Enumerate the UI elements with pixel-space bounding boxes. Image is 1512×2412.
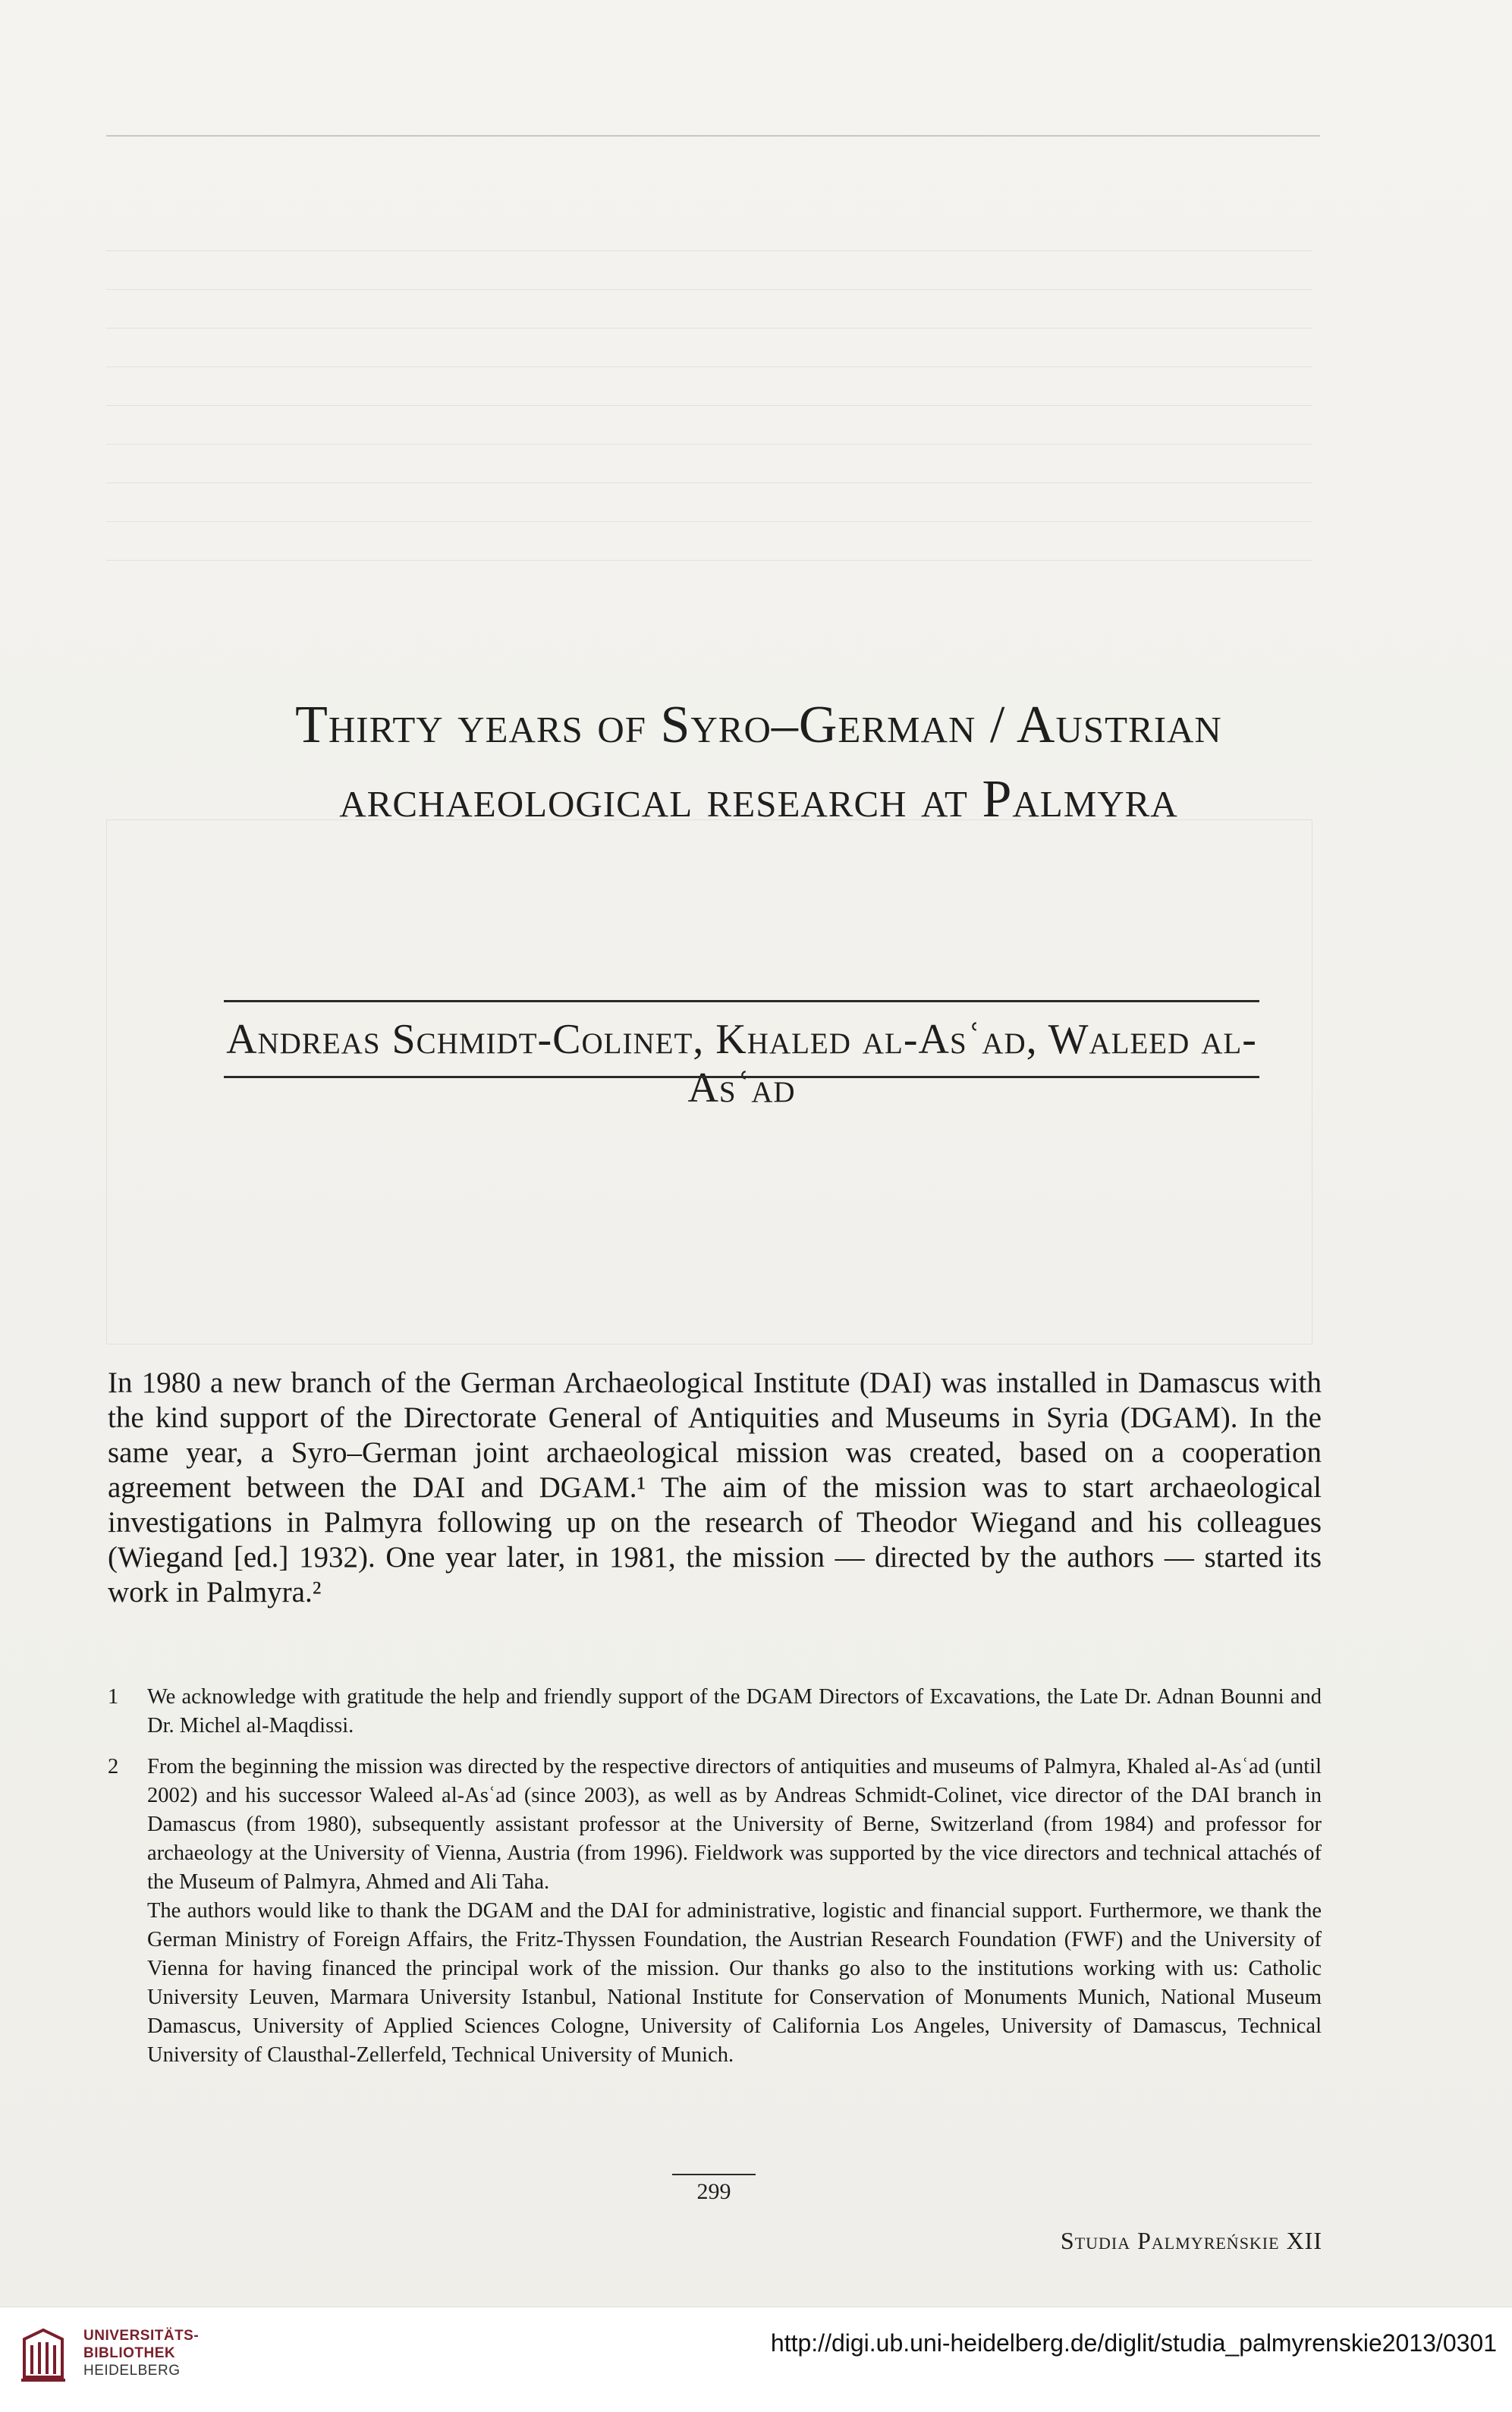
bleed-through-rule — [106, 135, 1320, 137]
footnote-1-text: We acknowledge with gratitude the help and friendly support of the DGAM Directors of Excavations, the Late Dr. Adnan Bounni and Dr. Michel al-Maqdissi. — [147, 1685, 1322, 1737]
university-library-logo-icon — [17, 2324, 70, 2385]
footnote-1 — [108, 1683, 1322, 1741]
authors-bottom-rule — [224, 1076, 1259, 1078]
footnote-2-text: From the beginning the mission was directed by the respective directors of antiquities and museums of Palmyra, Khaled al-Asʿad (until 2002) and his successor Waleed al-Asʿad (since 2003), as well as by Andreas Schmidt-Colinet, vice director of the DAI branch in Damascus (from 1980), subsequently assistant professor at the University of Berne, Switzerland (from 1984) and professor for archaeology at the University of Vienna, Austria (from 1996). Fieldwork was supported by the vice directors and technical attachés of the Museum of Palmyra, Ahmed and Ali Taha. — [147, 1755, 1322, 1894]
journal-name: Studia Palmyreńskie XII — [1060, 2227, 1322, 2254]
article-title-line-1: Thirty years of Syro–German / Austrian — [295, 696, 1222, 754]
footnote-2-number: 2 — [108, 1755, 119, 1778]
authors-top-rule — [224, 1000, 1259, 1002]
footnote-2-continuation: The authors would like to thank the DGAM and the DAI for administrative, logistic and financial support. Furthermore, we thank the German Ministry of Foreign Affairs, the Fritz-Thyssen Foundation, the Austrian Research Foundation (FWF) and the University of Vienna for having financed the principal work of the mission. Our thanks go also to the institutions working with us: Catholic University Leuven, Marmara University Istanbul, National Institute for Conservation of Monuments Munich, National Museum Damascus, University of Applied Sciences Cologne, University of California Los Angeles, University of Damascus, Technical University of Clausthal-Zellerfeld, Technical University of Munich. — [147, 1899, 1322, 2067]
library-name-line-3: HEIDELBERG — [83, 2363, 181, 2379]
footnote-1-number: 1 — [108, 1685, 119, 1709]
library-name-line-2: BIBLIOTHEK — [83, 2345, 176, 2361]
page-number-rule — [672, 2174, 756, 2175]
footer-bar — [0, 2307, 1512, 2412]
source-url-link[interactable]: http://digi.ub.uni-heidelberg.de/diglit/studia_palmyrenskie2013/0301 — [770, 2329, 1497, 2357]
body-paragraph: In 1980 a new branch of the German Archaeological Institute (DAI) was installed in Damascus with the kind support of the Directorate General of Antiquities and Museums in Syria (DGAM). In the same year, a Syro–German joint archaeological mission was created, based on a cooperation agreement between the DAI and DGAM.¹ The aim of the mission was to start archaeological investigations in Palmyra following up on the research of Theodor Wiegand and his colleagues (Wiegand [ed.] 1932). One year later, in 1981, the mission — directed by the authors — started its work in Palmyra.² — [108, 1366, 1322, 1609]
footnote-2 — [108, 1753, 1322, 2070]
article-title-line-2: archaeological research at Palmyra — [339, 770, 1178, 829]
authors-line: Andreas Schmidt-Colinet, Khaled al-Asʿad, Waleed al-Asʿad — [226, 1016, 1257, 1112]
page-number: 299 — [696, 2179, 731, 2204]
library-name-line-1: UNIVERSITÄTS- — [83, 2328, 200, 2344]
bleed-through-text — [106, 228, 1312, 622]
